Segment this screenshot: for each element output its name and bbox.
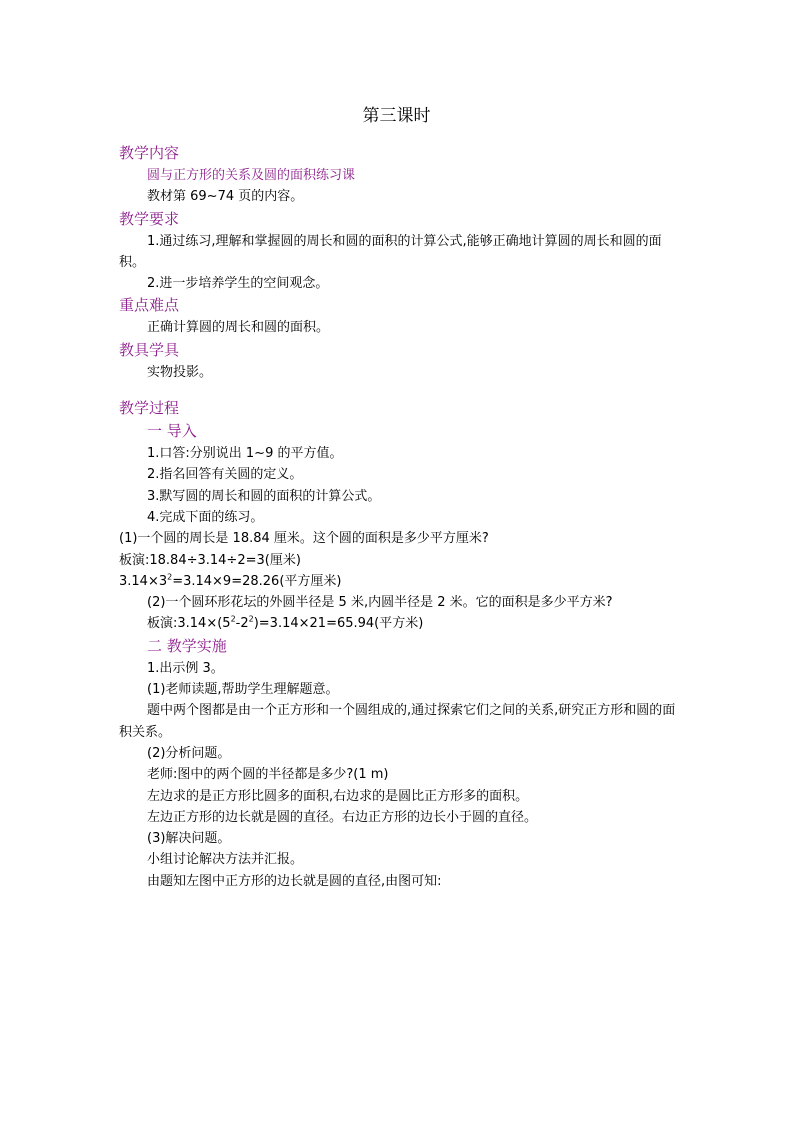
exercise-1-board: 板演:18.84÷3.14÷2=3(厘米) (119, 552, 301, 568)
calc-exponent: 2 (248, 615, 254, 625)
heading-key-difficulties: 重点难点 (119, 296, 180, 315)
part1-heading: 一 导入 (147, 422, 197, 441)
calc-exponent: 2 (230, 615, 236, 625)
part2-item-9: 小组讨论解决方法并汇报。 (147, 852, 304, 868)
part1-item-3: 3.默写圆的周长和圆的面积的计算公式。 (147, 488, 381, 504)
content-text: 教材第 69~74 页的内容。 (147, 189, 304, 205)
part2-item-4: (2)分析问题。 (147, 745, 231, 761)
part1-item-2: 2.指名回答有关圆的定义。 (147, 467, 303, 483)
part2-item-8: (3)解决问题。 (147, 831, 231, 847)
part2-item-6: 左边求的是正方形比圆多的面积,右边求的是圆比正方形多的面积。 (147, 788, 529, 804)
exercise-2: (2)一个圆环形花坛的外圆半径是 5 米,内圆半径是 2 米。它的面积是多少平方米? (147, 595, 613, 611)
document-body (119, 142, 679, 892)
part2-item-7: 左边正方形的边长就是圆的直径。右边正方形的边长小于圆的直径。 (147, 809, 538, 825)
tools-text: 实物投影。 (147, 364, 213, 380)
requirement-1: 1.通过练习,理解和掌握圆的周长和圆的面积的计算公式,能够正确地计算圆的周长和圆的面积。 (119, 233, 662, 270)
calc-part: =3.14×9=28.26(平方厘米) (172, 573, 342, 589)
part2-item-10: 由题知左图中正方形的边长就是圆的直径,由图可知: (147, 873, 442, 889)
part2-item-3: 题中两个图都是由一个正方形和一个圆组成的,通过探索它们之间的关系,研究正方形和圆的面积关系。 (119, 703, 676, 740)
key-text: 正确计算圆的周长和圆的面积。 (147, 320, 330, 336)
part1-item-1: 1.口答:分别说出 1~9 的平方值。 (147, 446, 343, 462)
page-title: 第三课时 (362, 106, 431, 126)
heading-teaching-tools: 教具学具 (119, 340, 180, 359)
exercise-1-calc (119, 571, 679, 592)
calc-part: )=3.14×21=65.94(平方米) (253, 616, 424, 632)
exercise-1: (1)一个圆的周长是 18.84 厘米。这个圆的面积是多少平方厘米? (119, 531, 489, 547)
calc-part: 3.14×3 (119, 573, 168, 589)
heading-teaching-process: 教学过程 (119, 399, 180, 418)
calc-part: -2 (235, 616, 249, 632)
calc-part: 板演:3.14×(5 (147, 616, 231, 632)
heading-teaching-requirements: 教学要求 (119, 209, 180, 228)
heading-teaching-content: 教学内容 (119, 144, 180, 162)
part1-item-4: 4.完成下面的练习。 (147, 509, 264, 525)
calc-exponent: 2 (167, 572, 173, 582)
exercise-2-board (119, 613, 679, 634)
part2-heading: 二 教学实施 (147, 636, 227, 655)
part2-item-5: 老师:图中的两个圆的半径都是多少?(1 m) (147, 767, 389, 783)
requirement-2: 2.进一步培养学生的空间观念。 (147, 276, 329, 292)
content-subtitle: 圆与正方形的关系及圆的面积练习课 (147, 168, 356, 183)
part2-item-2: (1)老师读题,帮助学生理解题意。 (147, 682, 339, 698)
part2-item-1: 1.出示例 3。 (147, 660, 224, 676)
